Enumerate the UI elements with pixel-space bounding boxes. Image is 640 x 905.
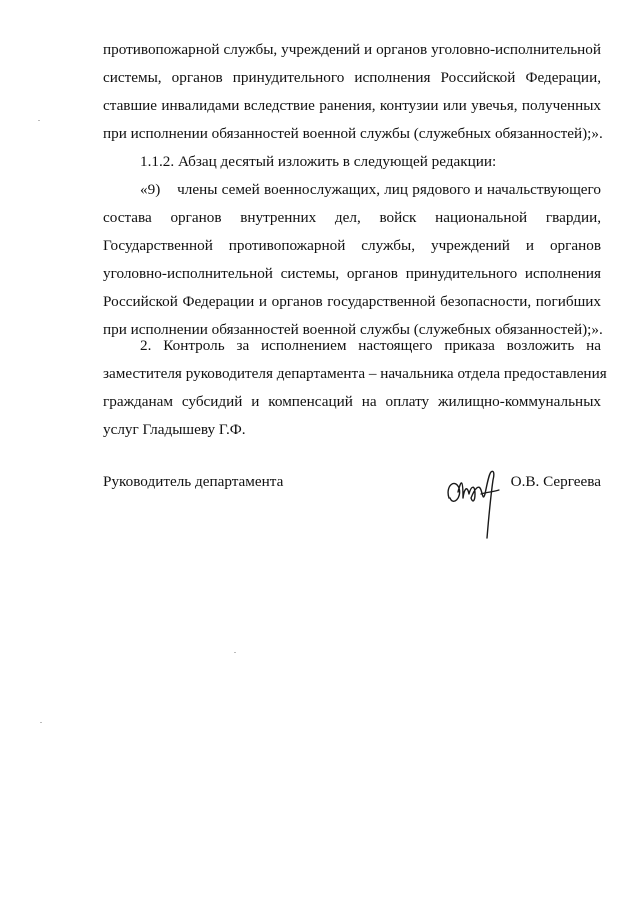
- text-line: при исполнении обязанностей военной службы (служебных обязанностей);».: [103, 125, 603, 142]
- text-line: системы, органов принудительного исполнения Российской Федерации,: [103, 69, 601, 86]
- text-line: состава органов внутренних дел, войск национальной гвардии,: [103, 209, 601, 226]
- text-line: «9) члены семей военнослужащих, лиц рядового и начальствующего: [140, 181, 601, 198]
- text-line: уголовно-исполнительной системы, органов принудительного исполнения: [103, 265, 601, 282]
- paragraph-control-clause: [103, 332, 607, 444]
- paragraph-continuation: [103, 36, 601, 148]
- scan-speck: [234, 652, 236, 653]
- scan-speck: [38, 120, 40, 121]
- paragraph-amendment-heading: [103, 148, 601, 176]
- paragraph-item-9: [103, 176, 601, 344]
- text-line: 2. Контроль за исполнением настоящего приказа возложить на: [140, 337, 601, 354]
- signatory-name: О.В. Сергеева: [510, 473, 601, 490]
- text-line: Российской Федерации и органов государственной безопасности, погибших: [103, 293, 601, 310]
- text-line: противопожарной службы, учреждений и органов уголовно-исполнительной: [103, 41, 601, 58]
- text-line: 1.1.2. Абзац десятый изложить в следующей редакции:: [140, 153, 497, 170]
- text-line: услуг Гладышеву Г.Ф.: [103, 421, 246, 438]
- text-line: заместителя руководителя департамента – начальника отдела предоставления: [103, 365, 607, 382]
- text-line: ставшие инвалидами вследствие ранения, контузии или увечья, полученных: [103, 97, 601, 114]
- text-line: при исполнении обязанностей военной службы (служебных обязанностей);».: [103, 321, 603, 338]
- scan-speck: [40, 722, 42, 723]
- text-line: гражданам субсидий и компенсаций на оплату жилищно-коммунальных: [103, 393, 601, 410]
- handwritten-signature: [445, 470, 505, 542]
- text-line: Государственной противопожарной службы, учреждений и органов: [103, 237, 601, 254]
- signatory-title: Руководитель департамента: [103, 473, 284, 490]
